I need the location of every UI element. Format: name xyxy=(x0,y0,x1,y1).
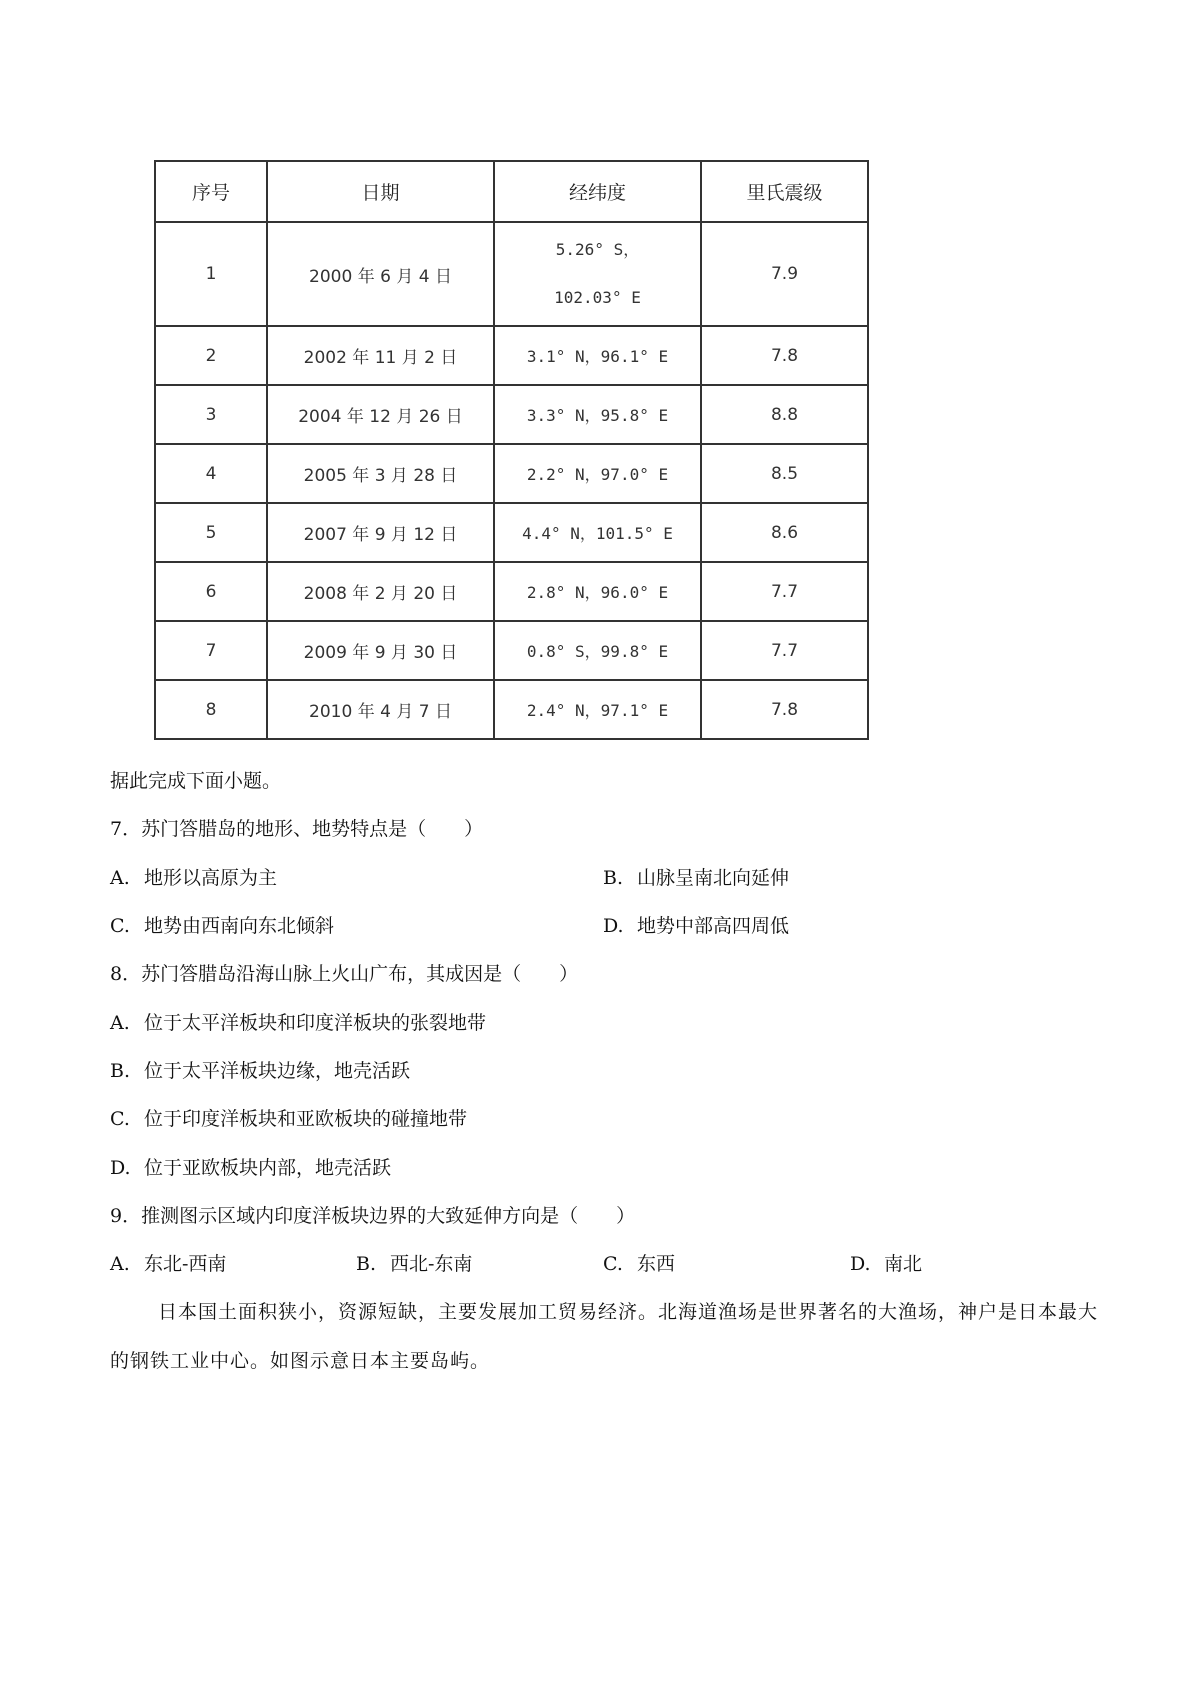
option-label: B. xyxy=(110,1060,131,1082)
q9-option-c[interactable] xyxy=(603,1252,675,1276)
cell-date: 2002 年 11 月 2 日 xyxy=(267,326,494,385)
option-label: D. xyxy=(850,1253,871,1275)
q9-option-b[interactable] xyxy=(356,1252,472,1276)
coord-line-2: 102.03° E xyxy=(554,288,641,307)
option-label: D. xyxy=(603,915,624,937)
option-text: 地势中部高四周低 xyxy=(637,915,790,937)
option-text: 位于亚欧板块内部，地壳活跃 xyxy=(144,1157,392,1179)
cell-date: 2007 年 9 月 12 日 xyxy=(267,503,494,562)
table-row xyxy=(155,222,868,326)
table-row xyxy=(155,562,868,621)
table-header-row xyxy=(155,161,868,222)
cell-date: 2009 年 9 月 30 日 xyxy=(267,621,494,680)
option-label: A. xyxy=(110,867,130,889)
earthquake-table xyxy=(154,160,869,740)
option-label: A. xyxy=(110,1253,130,1275)
option-text: 位于印度洋板块和亚欧板块的碰撞地带 xyxy=(144,1108,468,1130)
cell-no: 5 xyxy=(155,503,267,562)
option-label: D. xyxy=(110,1157,131,1179)
cell-coord: 2.2° N，97.0° E xyxy=(494,444,701,503)
header-magnitude: 里氏震级 xyxy=(701,161,868,222)
cell-magnitude: 8.5 xyxy=(701,444,868,503)
option-label: C. xyxy=(110,1108,130,1130)
cell-no: 2 xyxy=(155,326,267,385)
cell-coord: 2.8° N，96.0° E xyxy=(494,562,701,621)
question-9-stem: 9．推测图示区域内印度洋板块边界的大致延伸方向是（ ） xyxy=(110,1205,636,1227)
option-text: 位于太平洋板块和印度洋板块的张裂地带 xyxy=(144,1012,487,1034)
header-no: 序号 xyxy=(155,161,267,222)
table-row xyxy=(155,680,868,739)
cell-coord: 0.8° S，99.8° E xyxy=(494,621,701,680)
q9-option-a[interactable] xyxy=(110,1252,226,1276)
cell-no: 4 xyxy=(155,444,267,503)
option-text: 东北-西南 xyxy=(144,1253,227,1275)
cell-no: 6 xyxy=(155,562,267,621)
cell-no: 8 xyxy=(155,680,267,739)
q8-option-d[interactable] xyxy=(110,1156,391,1180)
table-row xyxy=(155,385,868,444)
option-label: C. xyxy=(110,915,130,937)
table-row xyxy=(155,326,868,385)
q7-option-c[interactable] xyxy=(110,914,334,938)
cell-magnitude: 7.8 xyxy=(701,326,868,385)
cell-magnitude: 7.8 xyxy=(701,680,868,739)
cell-no: 1 xyxy=(155,222,267,326)
option-label: C. xyxy=(603,1253,623,1275)
header-date: 日期 xyxy=(267,161,494,222)
cell-coord: 3.1° N，96.1° E xyxy=(494,326,701,385)
option-text: 南北 xyxy=(884,1253,923,1275)
cell-coord xyxy=(494,222,701,326)
header-coord: 经纬度 xyxy=(494,161,701,222)
cell-no: 3 xyxy=(155,385,267,444)
option-text: 山脉呈南北向延伸 xyxy=(637,867,790,889)
cell-date: 2010 年 4 月 7 日 xyxy=(267,680,494,739)
cell-coord: 3.3° N，95.8° E xyxy=(494,385,701,444)
coord-line-1: 5.26° S， xyxy=(555,240,640,259)
question-7-stem: 7．苏门答腊岛的地形、地势特点是（ ） xyxy=(110,818,484,840)
intro-text: 据此完成下面小题。 xyxy=(110,770,282,792)
option-text: 西北-东南 xyxy=(390,1253,473,1275)
cell-magnitude: 8.6 xyxy=(701,503,868,562)
option-label: B. xyxy=(603,867,624,889)
cell-date: 2004 年 12 月 26 日 xyxy=(267,385,494,444)
q7-option-d[interactable] xyxy=(603,914,789,938)
cell-date: 2000 年 6 月 4 日 xyxy=(267,222,494,326)
cell-coord: 2.4° N，97.1° E xyxy=(494,680,701,739)
q9-option-d[interactable] xyxy=(850,1252,922,1276)
q8-option-c[interactable] xyxy=(110,1107,467,1131)
option-label: A. xyxy=(110,1012,130,1034)
cell-magnitude: 7.9 xyxy=(701,222,868,326)
passage-japan: 日本国土面积狭小，资源短缺，主要发展加工贸易经济。北海道渔场是世界著名的大渔场，神户是日本最大的钢铁工业中心。如图示意日本主要岛屿。 xyxy=(110,1301,1099,1372)
table-row xyxy=(155,621,868,680)
cell-magnitude: 7.7 xyxy=(701,621,868,680)
option-text: 地形以高原为主 xyxy=(144,867,278,889)
question-8-stem: 8．苏门答腊岛沿海山脉上火山广布，其成因是（ ） xyxy=(110,963,579,985)
cell-coord: 4.4° N，101.5° E xyxy=(494,503,701,562)
option-text: 东西 xyxy=(637,1253,676,1275)
q7-option-b[interactable] xyxy=(603,866,789,890)
option-text: 地势由西南向东北倾斜 xyxy=(144,915,335,937)
cell-magnitude: 8.8 xyxy=(701,385,868,444)
cell-magnitude: 7.7 xyxy=(701,562,868,621)
cell-date: 2008 年 2 月 20 日 xyxy=(267,562,494,621)
q8-option-b[interactable] xyxy=(110,1059,410,1083)
cell-date: 2005 年 3 月 28 日 xyxy=(267,444,494,503)
table-row xyxy=(155,503,868,562)
q8-option-a[interactable] xyxy=(110,1011,486,1035)
option-text: 位于太平洋板块边缘，地壳活跃 xyxy=(144,1060,411,1082)
q7-option-a[interactable] xyxy=(110,866,277,890)
option-label: B. xyxy=(356,1253,377,1275)
cell-no: 7 xyxy=(155,621,267,680)
table-row xyxy=(155,444,868,503)
